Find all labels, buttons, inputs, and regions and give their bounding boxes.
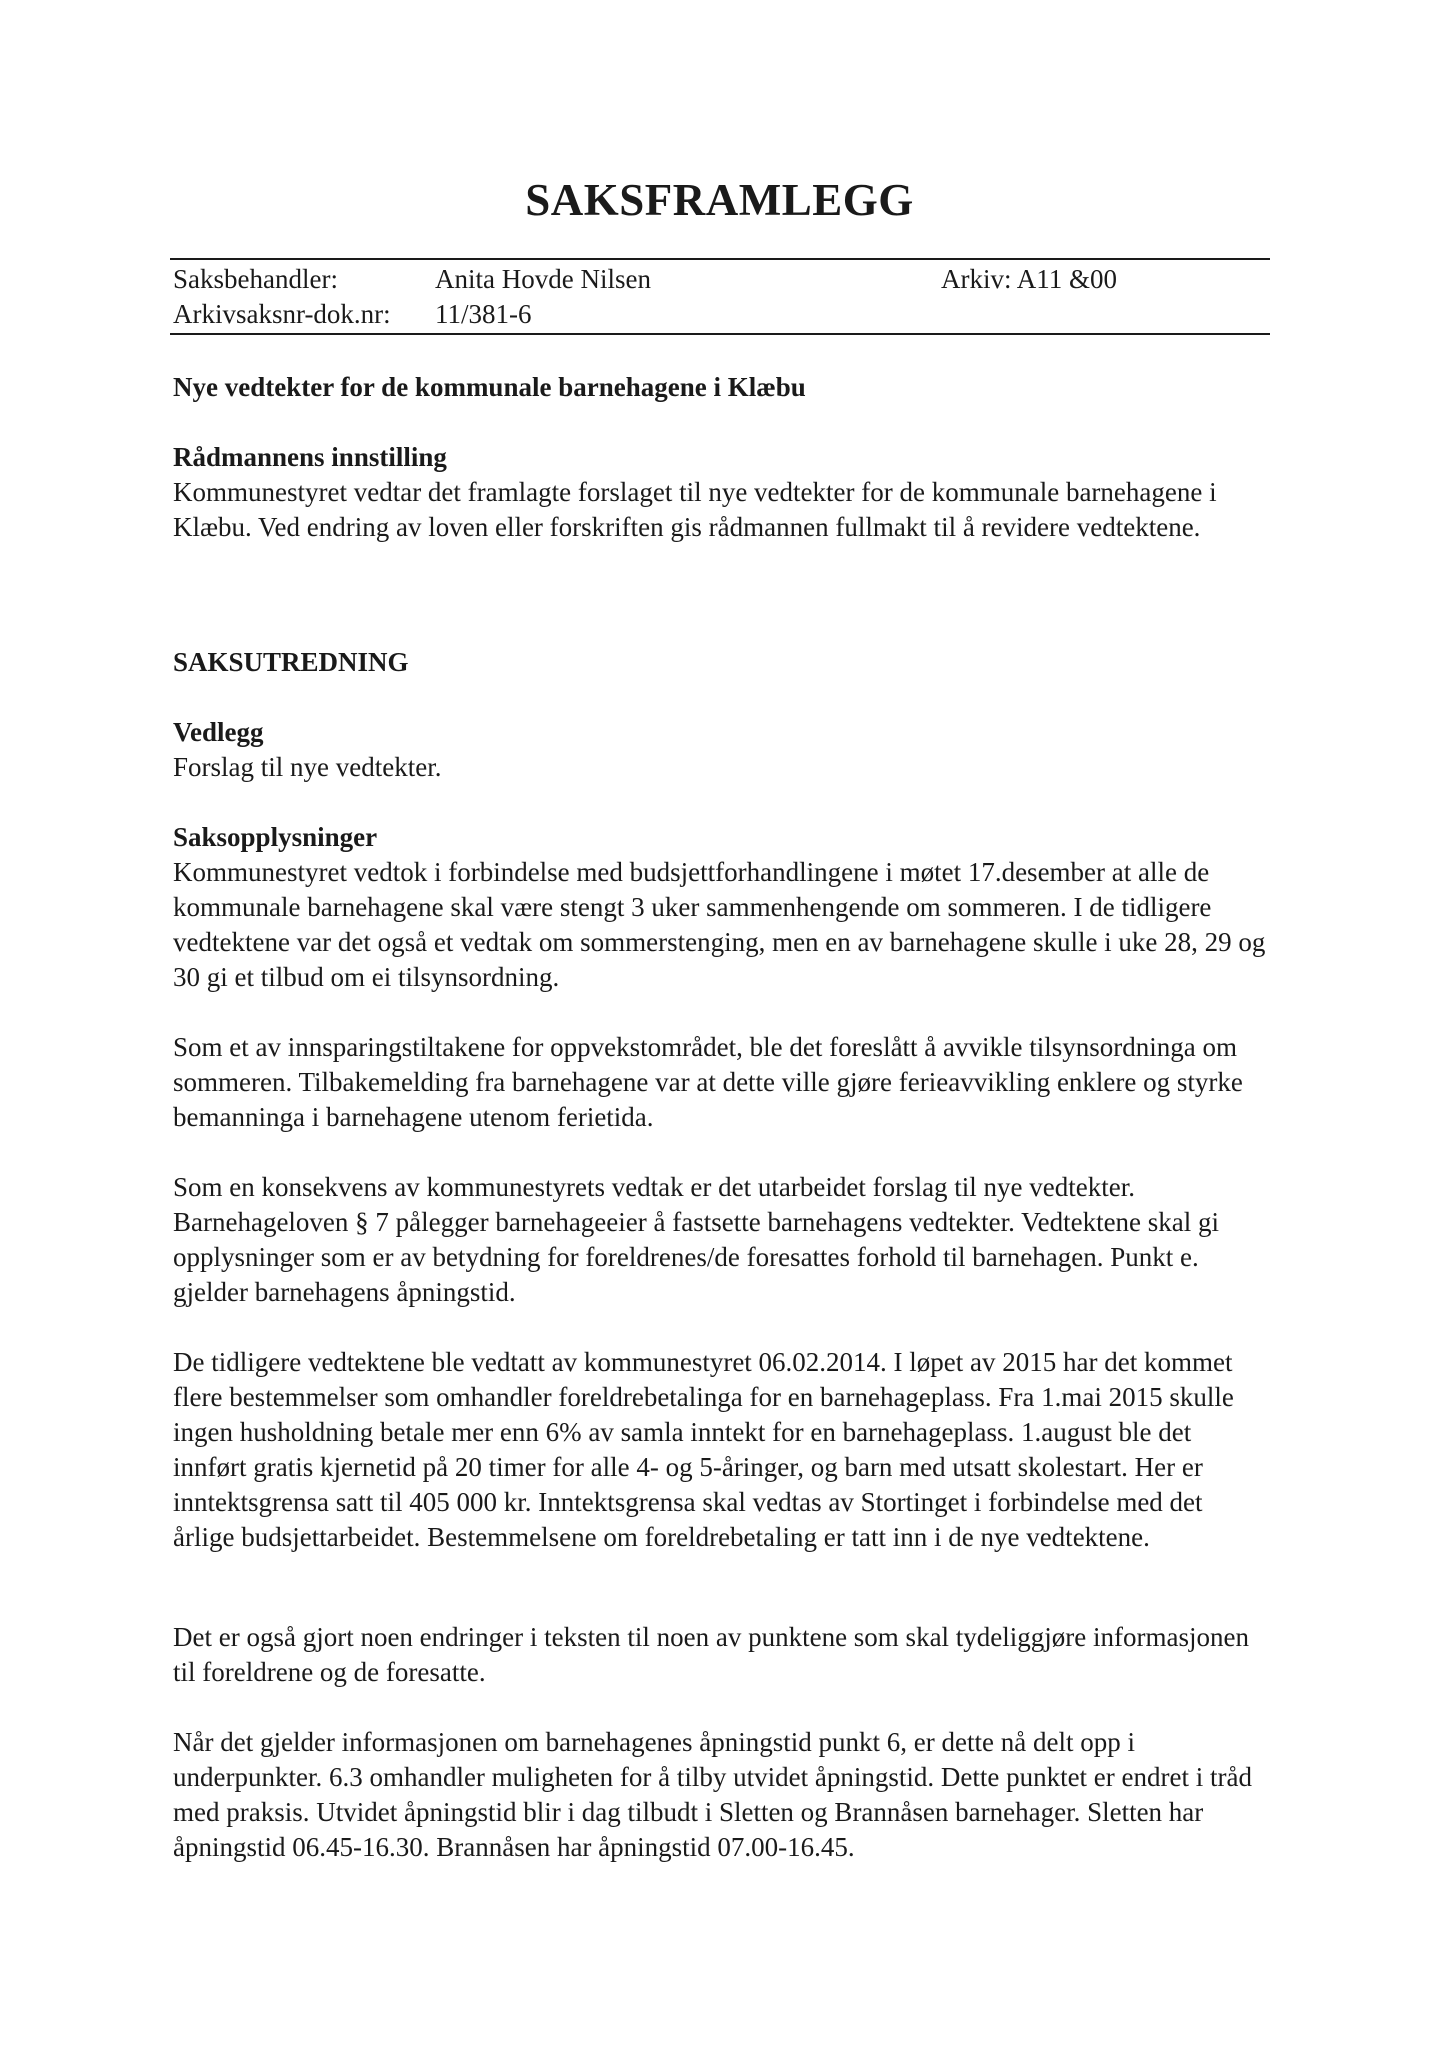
- attachments-body: Forslag til nye vedtekter.: [173, 752, 442, 782]
- archive-case-number-row: [173, 297, 1270, 332]
- recommendation-section: [173, 440, 1270, 545]
- case-information-paragraph: Kommunestyret vedtok i forbindelse med budsjettforhandlingene i møtet 17.desember at alle de kommunale barnehagene skal være stengt 3 uker sammenhengende om sommeren. I de tidligere vedtektene var det også et vedtak om sommerstenging, men en av barnehagene skulle i uke 28, 29 og 30 gi et tilbud om ei tilsynsordning.: [173, 857, 1266, 992]
- header-rule-bottom: [170, 333, 1270, 335]
- archive-case-number-label: Arkivsaksnr-dok.nr:: [173, 299, 391, 329]
- case-information-paragraph: De tidligere vedtektene ble vedtatt av kommunestyret 06.02.2014. I løpet av 2015 har det kommet flere bestemmelser som omhandler foreldrebetalinga for en barnehageplass. Fra 1.mai 2015 skulle ingen husholdning betale mer enn 6% av samla inntekt for en barnehageplass. 1.august ble det innført gratis kjernetid på 20 timer for alle 4- og 5-åringer, og barn med utsatt skolestart. Her er inntektsgrensa satt til 405 000 kr. Inntektsgrensa skal vedtas av Stortinget i forbindelse med det årlige budsjettarbeidet. Bestemmelsene om foreldrebetaling er tatt inn i de nye vedtektene.: [173, 1347, 1234, 1552]
- case-information-paragraph: Som en konsekvens av kommunestyrets vedtak er det utarbeidet forslag til nye vedtekter. Barnehageloven § 7 pålegger barnehageeier å fastsette barnehagens vedtekter. Vedtektene skal gi opplysninger som er av betydning for foreldrenes/de foresattes forhold til barnehagen. Punkt e. gjelder barnehagens åpningstid.: [173, 1172, 1220, 1307]
- case-information-heading: Saksopplysninger: [173, 822, 378, 852]
- attachments-section: [173, 715, 1270, 785]
- case-handler-row: [173, 262, 1270, 297]
- case-information-paragraph: Det er også gjort noen endringer i teksten til noen av punktene som skal tydeliggjøre informasjonen til foreldrene og de foresatte.: [173, 1622, 1249, 1687]
- recommendation-body: Kommunestyret vedtar det framlagte forslaget til nye vedtekter for de kommunale barnehagene i Klæbu. Ved endring av loven eller forskriften gis rådmannen fullmakt til å revidere vedtektene.: [173, 477, 1217, 542]
- case-report-heading: SAKSUTREDNING: [173, 647, 409, 677]
- archive-code: Arkiv: A11 &00: [941, 264, 1118, 294]
- case-information-paragraph: Som et av innsparingstiltakene for oppvekstområdet, ble det foreslått å avvikle tilsynsordninga om sommeren. Tilbakemelding fra barnehagene var at dette ville gjøre ferieavvikling enklere og styrke bemanninga i barnehagene utenom ferietida.: [173, 1032, 1243, 1132]
- case-information-paragraph: Når det gjelder informasjonen om barnehagenes åpningstid punkt 6, er dette nå delt opp i underpunkter. 6.3 omhandler muligheten for å tilby utvidet åpningstid. Dette punktet er endret i tråd med praksis. Utvidet åpningstid blir i dag tilbudt i Sletten og Brannåsen barnehager. Sletten har åpningstid 06.45-16.30. Brannåsen har åpningstid 07.00-16.45.: [173, 1727, 1252, 1862]
- attachments-heading: Vedlegg: [173, 717, 264, 747]
- header-rule-top: [170, 258, 1270, 260]
- document-title: SAKSFRAMLEGG: [525, 175, 914, 225]
- case-subject: Nye vedtekter for de kommunale barnehagene i Klæbu: [173, 372, 806, 402]
- case-handler-label: Saksbehandler:: [173, 264, 338, 294]
- archive-case-number-value: 11/381-6: [435, 299, 532, 329]
- case-handler-value: Anita Hovde Nilsen: [435, 264, 651, 294]
- case-information-section: [173, 820, 1270, 995]
- recommendation-heading: Rådmannens innstilling: [173, 442, 447, 472]
- case-metadata: [173, 262, 1270, 332]
